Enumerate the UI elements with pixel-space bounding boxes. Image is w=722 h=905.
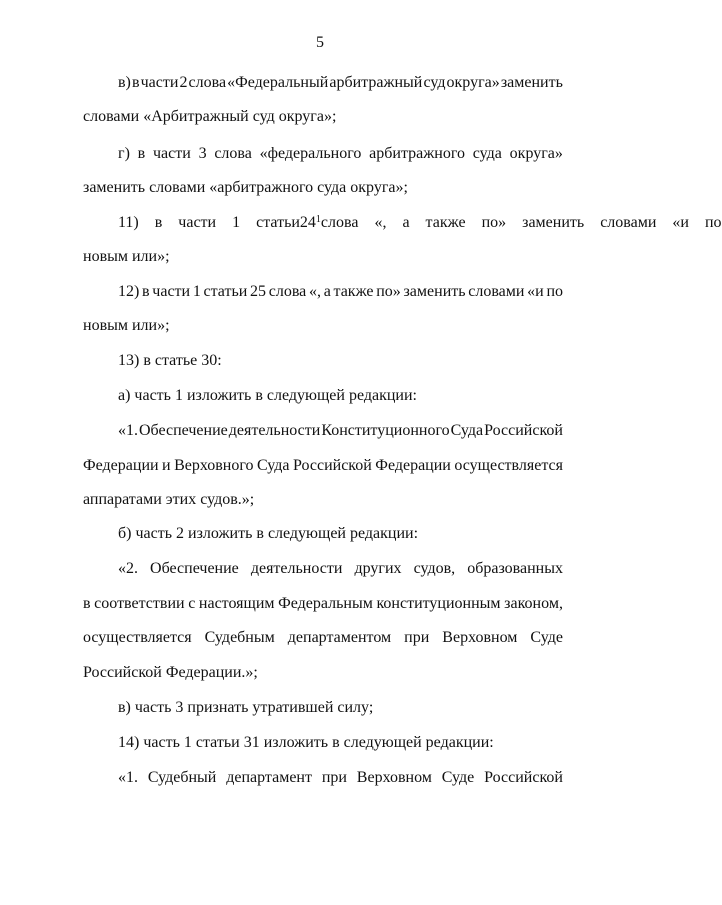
word: «1. — [118, 769, 138, 786]
word: в — [131, 74, 140, 91]
word: в — [142, 283, 150, 300]
text-line: в) часть 3 признать утратившей силу; — [118, 699, 374, 716]
word: в — [137, 145, 146, 162]
word: департаментом — [287, 629, 392, 646]
word: части — [152, 283, 191, 300]
word: Федерации — [375, 457, 451, 474]
text-line — [118, 768, 563, 788]
text-line — [118, 73, 563, 93]
word: 12) — [118, 283, 140, 300]
word: также — [333, 283, 374, 300]
word: Суде — [530, 629, 563, 646]
word: Суда — [256, 457, 290, 474]
word: деятельности — [250, 560, 343, 577]
word: округа» — [446, 74, 500, 91]
text-line: новым или»; — [83, 248, 170, 265]
word: и — [162, 457, 171, 474]
word: Конституционного — [321, 422, 450, 439]
word: законом, — [504, 595, 563, 612]
text-segment: 11) в части 1 статьи — [118, 214, 300, 231]
word: в — [83, 595, 91, 612]
text-line — [83, 456, 563, 476]
word: словами — [468, 283, 525, 300]
word: Обеспечение — [150, 560, 239, 577]
word: «2. — [118, 560, 138, 577]
word: части — [140, 74, 179, 91]
word: «Федеральный — [227, 74, 329, 91]
word: слова — [214, 145, 252, 162]
text-line — [118, 559, 563, 579]
word: Верховном — [356, 769, 432, 786]
word: Федерации — [83, 457, 159, 474]
word: Верховном — [442, 629, 518, 646]
word: Федеральным — [278, 595, 373, 612]
word: Российской — [484, 422, 563, 439]
text-line: 13) в статье 30: — [118, 352, 222, 369]
text-line: заменить словами «арбитражного суда округа»; — [83, 179, 408, 196]
word: слова — [188, 74, 227, 91]
text-line: словами «Арбитражный суд округа»; — [83, 108, 337, 125]
word: суда — [472, 145, 502, 162]
word: образованных — [467, 560, 563, 577]
word: соответствии — [94, 595, 185, 612]
page-number: 5 — [316, 34, 324, 51]
word: арбитражный — [329, 74, 423, 91]
text-line — [118, 144, 563, 164]
text-line: 14) часть 1 статьи 31 изложить в следующей редакции: — [118, 734, 494, 751]
text-line: аппаратами этих судов.»; — [83, 491, 255, 508]
word: 3 — [198, 145, 207, 162]
word: других — [354, 560, 402, 577]
word: округа» — [509, 145, 563, 162]
text-line: новым или»; — [83, 317, 170, 334]
text-line: Российской Федерации.»; — [83, 664, 258, 681]
word: части — [152, 145, 191, 162]
word: настоящим — [198, 595, 275, 612]
word: арбитражного — [369, 145, 466, 162]
word: при — [404, 629, 430, 646]
word: Российской — [484, 769, 563, 786]
word: деятельности — [228, 422, 321, 439]
word: г) — [118, 145, 130, 162]
text-line — [83, 594, 563, 614]
word: 2 — [179, 74, 188, 91]
word: Судебный — [147, 769, 217, 786]
word: заменить — [403, 283, 466, 300]
word: с — [188, 595, 196, 612]
article-number: $24^1$ — [299, 214, 321, 231]
word: Суде — [441, 769, 475, 786]
word: «1. — [118, 422, 138, 439]
word: судов, — [413, 560, 456, 577]
text-line: а) часть 1 изложить в следующей редакции: — [118, 387, 417, 404]
word: суд — [423, 74, 446, 91]
text-line — [118, 421, 563, 441]
word: Верховного — [174, 457, 254, 474]
text-line — [83, 628, 563, 648]
word: Обеспечение — [139, 422, 228, 439]
word: статьи — [203, 283, 248, 300]
word: по — [546, 283, 563, 300]
word: осуществляется — [454, 457, 563, 474]
word: Российской — [292, 457, 372, 474]
word: в) — [118, 74, 131, 91]
word: «, — [308, 283, 321, 300]
word: 1 — [192, 283, 201, 300]
word: конституционным — [376, 595, 501, 612]
text-line — [118, 213, 722, 233]
text-segment: слова «, а также по» заменить словами «и по — [320, 214, 722, 231]
word: «и — [527, 283, 544, 300]
word: «федерального — [259, 145, 362, 162]
word: Судебным — [204, 629, 275, 646]
word: осуществляется — [83, 629, 192, 646]
word: по» — [376, 283, 401, 300]
text-line — [118, 282, 563, 302]
word: слова — [268, 283, 307, 300]
word: департамент — [226, 769, 312, 786]
superscript: 1 — [315, 214, 321, 225]
word: Суда — [450, 422, 484, 439]
word: заменить — [500, 74, 563, 91]
word: 25 — [250, 283, 267, 300]
word: а — [323, 283, 331, 300]
text-line: б) часть 2 изложить в следующей редакции: — [118, 525, 419, 542]
word: при — [321, 769, 347, 786]
